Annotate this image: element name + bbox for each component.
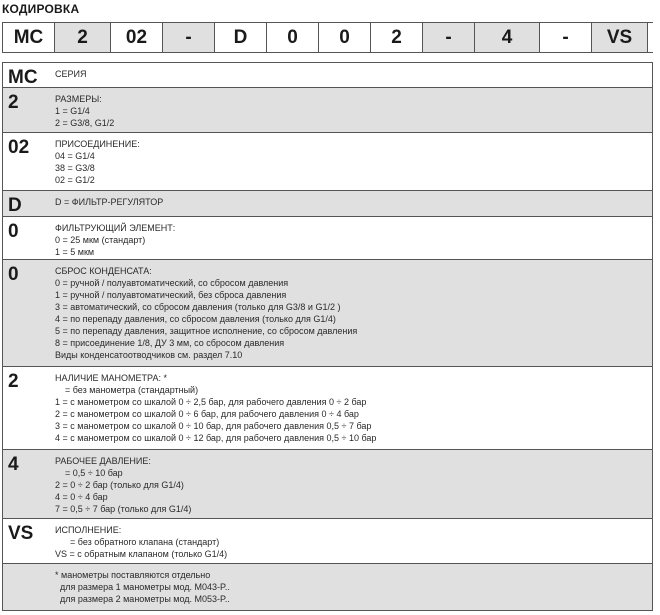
option-line: Виды конденсатоотводчиков см. раздел 7.10 — [55, 350, 243, 360]
code-segment-dash: - — [540, 23, 592, 52]
ordering-code-bar — [2, 22, 653, 53]
row-heading: НАЛИЧИЕ МАНОМЕТРА: * — [55, 373, 167, 383]
row-code: 4 — [8, 454, 19, 475]
option-line: 4 = по перепаду давления, со сбросом давления (только для G1/4) — [55, 314, 336, 324]
option-line: 2 = с манометром со шкалой 0 ÷ 6 бар, для рабочего давления 0 ÷ 4 бар — [55, 409, 359, 419]
option-line: = без манометра (стандартный) — [55, 385, 199, 395]
row-heading: РАБОЧЕЕ ДАВЛЕНИЕ: — [55, 456, 151, 466]
row-heading: ПРИСОЕДИНЕНИЕ: — [55, 139, 140, 149]
option-line: 1 = G1/4 — [55, 106, 90, 116]
option-line: 04 = G1/4 — [55, 151, 95, 161]
section-title: КОДИРОВКА — [2, 2, 80, 16]
option-line: 7 = 0,5 ÷ 7 бар (только для G1/4) — [55, 504, 192, 514]
row-gauge — [3, 367, 652, 450]
row-description — [53, 217, 652, 259]
row-code: 02 — [8, 137, 30, 158]
row-code: D — [8, 195, 22, 216]
row-filter-element — [3, 217, 652, 260]
row-description — [53, 450, 652, 518]
option-line: 0 = 25 мкм (стандарт) — [55, 235, 146, 245]
row-description — [53, 519, 652, 563]
option-line: для размера 1 манометры мод. M043-P.. — [55, 582, 230, 592]
option-line: 4 = с манометром со шкалой 0 ÷ 12 бар, для рабочего давления 0,5 ÷ 10 бар — [55, 433, 377, 443]
row-connection — [3, 133, 652, 191]
row-code — [3, 564, 53, 610]
code-definition-table — [2, 62, 653, 611]
row-code: 0 — [8, 264, 19, 285]
option-line: 5 = по перепаду давления, защитное исполнение, со сбросом давления — [55, 326, 358, 336]
row-code: MC — [8, 67, 38, 88]
row-condensate-drain — [3, 260, 652, 367]
row-heading: РАЗМЕРЫ: — [55, 94, 102, 104]
row-heading: СБРОС КОНДЕНСАТА: — [55, 266, 152, 276]
row-heading: * манометры поставляются отдельно — [55, 570, 211, 580]
row-heading: ИСПОЛНЕНИЕ: — [55, 525, 122, 535]
option-line: = 0,5 ÷ 10 бар — [55, 468, 123, 478]
option-line: 8 = присоединение 1/8, ДУ 3 мм, со сбросом давления — [55, 338, 285, 348]
row-description — [53, 367, 652, 449]
option-line: для размера 2 манометры мод. M053-P.. — [55, 594, 230, 604]
option-line: 3 = автоматический, со сбросом давления (только для G3/8 и G1/2 ) — [55, 302, 341, 312]
row-description — [53, 88, 652, 132]
code-segment-connection: 02 — [111, 23, 163, 52]
code-segment-version: VS — [592, 23, 648, 52]
row-description — [53, 191, 652, 216]
option-line: 02 = G1/2 — [55, 175, 95, 185]
code-segment-dash: - — [423, 23, 475, 52]
option-line: 38 = G3/8 — [55, 163, 95, 173]
row-description — [53, 133, 652, 190]
row-footnote — [3, 564, 652, 610]
row-code: 2 — [8, 371, 19, 392]
option-line: 2 = 0 ÷ 2 бар (только для G1/4) — [55, 480, 184, 490]
code-segment-drain: 0 — [319, 23, 371, 52]
row-heading: ФИЛЬТРУЮЩИЙ ЭЛЕМЕНТ: — [55, 223, 176, 233]
option-line: 4 = 0 ÷ 4 бар — [55, 492, 108, 502]
row-type — [3, 191, 652, 217]
code-segment-type: D — [215, 23, 267, 52]
row-description — [53, 63, 652, 87]
option-line: 0 = ручной / полуавтоматический, со сбросом давления — [55, 278, 289, 288]
code-segment-size: 2 — [55, 23, 111, 52]
option-line: VS = с обратным клапаном (только G1/4) — [55, 549, 228, 559]
row-code: 0 — [8, 221, 19, 242]
row-version — [3, 519, 652, 564]
option-line: = без обратного клапана (стандарт) — [55, 537, 220, 547]
code-segment-gauge: 2 — [371, 23, 423, 52]
code-segment-series: MC — [3, 23, 55, 52]
option-line: 1 = ручной / полуавтоматический, без сброса давления — [55, 290, 287, 300]
row-description — [53, 564, 652, 610]
row-heading: D = ФИЛЬТР-РЕГУЛЯТОР — [55, 197, 164, 207]
row-description — [53, 260, 652, 366]
row-size — [3, 88, 652, 133]
option-line: 2 = G3/8, G1/2 — [55, 118, 115, 128]
row-working-pressure — [3, 450, 652, 519]
row-heading: СЕРИЯ — [55, 69, 87, 79]
option-line: 3 = с манометром со шкалой 0 ÷ 10 бар, для рабочего давления 0,5 ÷ 7 бар — [55, 421, 372, 431]
code-segment-dash: - — [163, 23, 215, 52]
code-segment-filter: 0 — [267, 23, 319, 52]
option-line: 1 = с манометром со шкалой 0 ÷ 2,5 бар, для рабочего давления 0 ÷ 2 бар — [55, 397, 367, 407]
option-line: 1 = 5 мкм — [55, 247, 95, 257]
row-code: VS — [8, 523, 34, 544]
row-series — [3, 63, 652, 88]
row-code: 2 — [8, 92, 19, 113]
code-segment-pressure: 4 — [475, 23, 540, 52]
